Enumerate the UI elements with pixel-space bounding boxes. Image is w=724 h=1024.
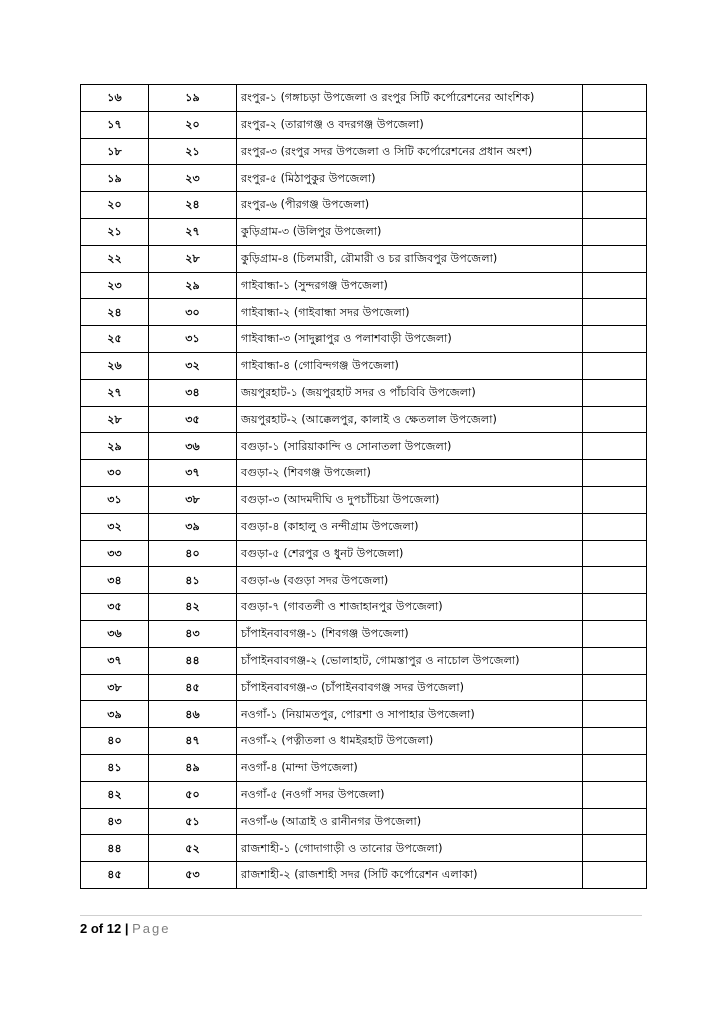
constituency-name-cell: রাজশাহী-১ (গোদাগাড়ী ও তানোর উপজেলা) (237, 835, 583, 862)
table-row (81, 486, 647, 513)
constituency-name-cell: গাইবান্ধা-২ (গাইবান্ধা সদর উপজেলা) (237, 299, 583, 326)
constituency-number-cell: ৪৭ (149, 728, 237, 755)
constituency-number-cell: ৩৫ (149, 406, 237, 433)
serial-number-cell: ৪২ (81, 781, 149, 808)
constituency-number-cell: ২১ (149, 138, 237, 165)
serial-number-cell: ৪০ (81, 728, 149, 755)
remarks-cell (583, 513, 647, 540)
table-row (81, 862, 647, 889)
table-row (81, 754, 647, 781)
footer-page-number: 2 (80, 921, 88, 936)
constituency-name-cell: চাঁপাইনবাবগঞ্জ-২ (ভোলাহাট, গোমস্তাপুর ও নাচোল উপজেলা) (237, 647, 583, 674)
remarks-cell (583, 352, 647, 379)
table-row (81, 352, 647, 379)
constituency-name-cell: কুড়িগ্রাম-৩ (উলিপুর উপজেলা) (237, 218, 583, 245)
serial-number-cell: ১৮ (81, 138, 149, 165)
serial-number-cell: ৪৪ (81, 835, 149, 862)
table-row (81, 85, 647, 112)
remarks-cell (583, 594, 647, 621)
constituency-name-cell: চাঁপাইনবাবগঞ্জ-৩ (চাঁপাইনবাবগঞ্জ সদর উপজেলা) (237, 674, 583, 701)
table-row (81, 192, 647, 219)
serial-number-cell: ৩০ (81, 460, 149, 487)
constituency-name-cell: জয়পুরহাট-১ (জয়পুরহাট সদর ও পাঁচবিবি উপজেলা) (237, 379, 583, 406)
serial-number-cell: ১৭ (81, 111, 149, 138)
table-row (81, 647, 647, 674)
constituency-name-cell: রংপুর-৬ (পীরগঞ্জ উপজেলা) (237, 192, 583, 219)
table-row (81, 540, 647, 567)
table-row (81, 379, 647, 406)
remarks-cell (583, 326, 647, 353)
constituency-number-cell: ১৯ (149, 85, 237, 112)
constituency-name-cell: নওগাঁ-৫ (নওগাঁ সদর উপজেলা) (237, 781, 583, 808)
footer-of-label: of (90, 921, 104, 936)
constituency-table (80, 84, 647, 889)
serial-number-cell: ৩৭ (81, 647, 149, 674)
constituency-name-cell: বগুড়া-৪ (কাহালু ও নন্দীগ্রাম উপজেলা) (237, 513, 583, 540)
footer-separator: | (124, 921, 129, 936)
serial-number-cell: ৩১ (81, 486, 149, 513)
table-row (81, 620, 647, 647)
constituency-number-cell: ৫১ (149, 808, 237, 835)
table-row (81, 111, 647, 138)
remarks-cell (583, 674, 647, 701)
constituency-name-cell: রংপুর-৩ (রংপুর সদর উপজেলা ও সিটি কর্পোরেশনের প্রধান অংশ) (237, 138, 583, 165)
remarks-cell (583, 808, 647, 835)
constituency-number-cell: ৩১ (149, 326, 237, 353)
constituency-name-cell: নওগাঁ-৬ (আত্রাই ও রানীনগর উপজেলা) (237, 808, 583, 835)
constituency-name-cell: বগুড়া-১ (সারিয়াকান্দি ও সোনাতলা উপজেলা) (237, 433, 583, 460)
constituency-name-cell: রংপুর-১ (গঙ্গাচড়া উপজেলা ও রংপুর সিটি কর্পোরেশনের আংশিক) (237, 85, 583, 112)
serial-number-cell: ৩৩ (81, 540, 149, 567)
serial-number-cell: ৩৬ (81, 620, 149, 647)
remarks-cell (583, 862, 647, 889)
constituency-number-cell: ২৭ (149, 218, 237, 245)
remarks-cell (583, 85, 647, 112)
remarks-cell (583, 781, 647, 808)
constituency-number-cell: ২৮ (149, 245, 237, 272)
remarks-cell (583, 647, 647, 674)
serial-number-cell: ৪১ (81, 754, 149, 781)
remarks-cell (583, 245, 647, 272)
constituency-number-cell: ২০ (149, 111, 237, 138)
table-row (81, 701, 647, 728)
remarks-cell (583, 299, 647, 326)
footer-page-label: Page (132, 921, 171, 936)
remarks-cell (583, 272, 647, 299)
remarks-cell (583, 567, 647, 594)
constituency-name-cell: জয়পুরহাট-২ (আক্কেলপুর, কালাই ও ক্ষেতলাল উপজেলা) (237, 406, 583, 433)
constituency-number-cell: ৫৩ (149, 862, 237, 889)
serial-number-cell: ২১ (81, 218, 149, 245)
serial-number-cell: ৩৮ (81, 674, 149, 701)
table-row (81, 245, 647, 272)
constituency-name-cell: বগুড়া-৫ (শেরপুর ও ধুনট উপজেলা) (237, 540, 583, 567)
constituency-number-cell: ৩৯ (149, 513, 237, 540)
serial-number-cell: ১৯ (81, 165, 149, 192)
constituency-number-cell: ৩৭ (149, 460, 237, 487)
constituency-name-cell: বগুড়া-৩ (আদমদীঘি ও দুপচাঁচিয়া উপজেলা) (237, 486, 583, 513)
remarks-cell (583, 433, 647, 460)
constituency-name-cell: গাইবান্ধা-১ (সুন্দরগঞ্জ উপজেলা) (237, 272, 583, 299)
remarks-cell (583, 138, 647, 165)
table-row (81, 835, 647, 862)
constituency-number-cell: ৩৬ (149, 433, 237, 460)
constituency-number-cell: ৫২ (149, 835, 237, 862)
constituency-number-cell: ২৪ (149, 192, 237, 219)
table-row (81, 299, 647, 326)
serial-number-cell: ২৭ (81, 379, 149, 406)
serial-number-cell: ৩২ (81, 513, 149, 540)
remarks-cell (583, 379, 647, 406)
constituency-name-cell: নওগাঁ-২ (পত্নীতলা ও ধামইরহাট উপজেলা) (237, 728, 583, 755)
remarks-cell (583, 835, 647, 862)
constituency-number-cell: ৩৮ (149, 486, 237, 513)
constituency-name-cell: বগুড়া-২ (শিবগঞ্জ উপজেলা) (237, 460, 583, 487)
serial-number-cell: ২৬ (81, 352, 149, 379)
remarks-cell (583, 728, 647, 755)
table-row (81, 594, 647, 621)
remarks-cell (583, 540, 647, 567)
constituency-name-cell: বগুড়া-৬ (বগুড়া সদর উপজেলা) (237, 567, 583, 594)
serial-number-cell: ৩৯ (81, 701, 149, 728)
serial-number-cell: ৩৪ (81, 567, 149, 594)
table-row (81, 272, 647, 299)
remarks-cell (583, 406, 647, 433)
table-row (81, 326, 647, 353)
constituency-number-cell: ৪৩ (149, 620, 237, 647)
constituency-number-cell: ৪৯ (149, 754, 237, 781)
table-row (81, 433, 647, 460)
remarks-cell (583, 111, 647, 138)
table-row (81, 513, 647, 540)
serial-number-cell: ২৪ (81, 299, 149, 326)
table-row (81, 165, 647, 192)
constituency-number-cell: ৪১ (149, 567, 237, 594)
constituency-number-cell: ৪০ (149, 540, 237, 567)
remarks-cell (583, 192, 647, 219)
constituency-number-cell: ৩০ (149, 299, 237, 326)
constituency-number-cell: ৫০ (149, 781, 237, 808)
remarks-cell (583, 486, 647, 513)
remarks-cell (583, 460, 647, 487)
serial-number-cell: ২২ (81, 245, 149, 272)
serial-number-cell: ২৮ (81, 406, 149, 433)
table-row (81, 567, 647, 594)
serial-number-cell: ৪৩ (81, 808, 149, 835)
serial-number-cell: ১৬ (81, 85, 149, 112)
constituency-number-cell: ৪৫ (149, 674, 237, 701)
table-body (81, 85, 647, 889)
remarks-cell (583, 218, 647, 245)
serial-number-cell: ২৯ (81, 433, 149, 460)
constituency-name-cell: নওগাঁ-৪ (মান্দা উপজেলা) (237, 754, 583, 781)
serial-number-cell: ২৩ (81, 272, 149, 299)
footer-divider (80, 915, 642, 916)
constituency-number-cell: ৪৪ (149, 647, 237, 674)
table-row (81, 781, 647, 808)
constituency-name-cell: নওগাঁ-১ (নিয়ামতপুর, পোরশা ও সাপাহার উপজেলা) (237, 701, 583, 728)
table-row (81, 460, 647, 487)
remarks-cell (583, 620, 647, 647)
constituency-number-cell: ৪৬ (149, 701, 237, 728)
constituency-name-cell: বগুড়া-৭ (গাবতলী ও শাজাহানপুর উপজেলা) (237, 594, 583, 621)
remarks-cell (583, 701, 647, 728)
constituency-name-cell: চাঁপাইনবাবগঞ্জ-১ (শিবগঞ্জ উপজেলা) (237, 620, 583, 647)
table-row (81, 406, 647, 433)
serial-number-cell: ২০ (81, 192, 149, 219)
remarks-cell (583, 754, 647, 781)
constituency-number-cell: ২৯ (149, 272, 237, 299)
constituency-name-cell: কুড়িগ্রাম-৪ (চিলমারী, রৌমারী ও চর রাজিবপুর উপজেলা) (237, 245, 583, 272)
serial-number-cell: ৪৫ (81, 862, 149, 889)
constituency-name-cell: গাইবান্ধা-৪ (গোবিন্দগঞ্জ উপজেলা) (237, 352, 583, 379)
table-row (81, 138, 647, 165)
table-row (81, 674, 647, 701)
constituency-number-cell: ৩৪ (149, 379, 237, 406)
footer-total-pages: 12 (106, 921, 122, 936)
table-row (81, 728, 647, 755)
serial-number-cell: ২৫ (81, 326, 149, 353)
serial-number-cell: ৩৫ (81, 594, 149, 621)
constituency-name-cell: রাজশাহী-২ (রাজশাহী সদর (সিটি কর্পোরেশন এলাকা) (237, 862, 583, 889)
constituency-number-cell: ৩২ (149, 352, 237, 379)
constituency-number-cell: ২৩ (149, 165, 237, 192)
table-row (81, 808, 647, 835)
constituency-name-cell: গাইবান্ধা-৩ (সাদুল্লাপুর ও পলাশবাড়ী উপজেলা) (237, 326, 583, 353)
remarks-cell (583, 165, 647, 192)
constituency-number-cell: ৪২ (149, 594, 237, 621)
constituency-name-cell: রংপুর-৫ (মিঠাপুকুর উপজেলা) (237, 165, 583, 192)
table-row (81, 218, 647, 245)
page-footer (80, 921, 171, 936)
constituency-name-cell: রংপুর-২ (তারাগঞ্জ ও বদরগঞ্জ উপজেলা) (237, 111, 583, 138)
